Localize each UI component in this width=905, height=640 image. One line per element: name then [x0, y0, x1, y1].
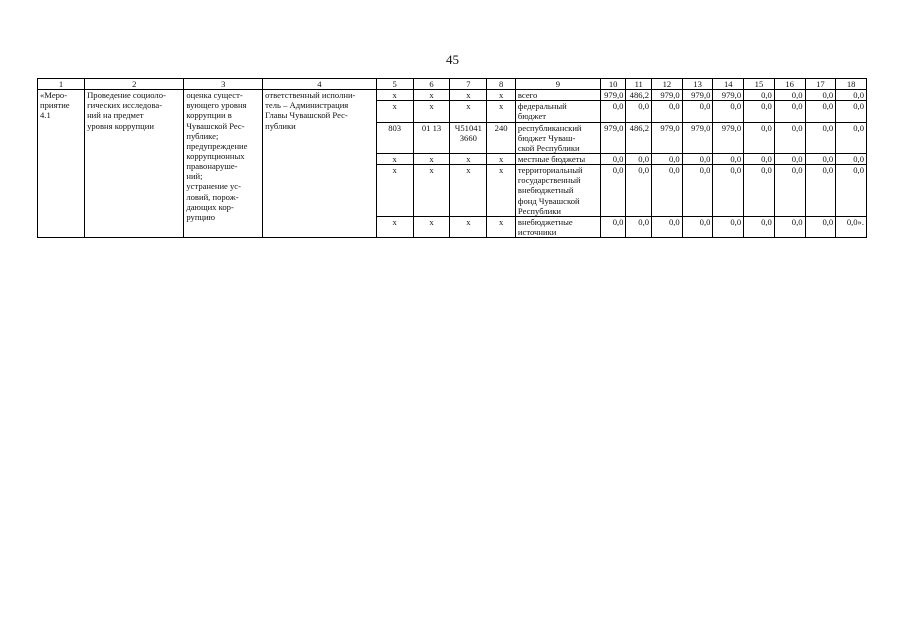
- year-value-13: 979,0: [682, 122, 713, 153]
- budget-code-section: x: [413, 90, 450, 101]
- year-value-15: 0,0: [744, 165, 775, 217]
- year-value-15: 0,0: [744, 122, 775, 153]
- year-value-18: 0,0: [836, 122, 867, 153]
- year-value-11: 0,0: [626, 153, 652, 164]
- column-number-8: 8: [487, 79, 516, 90]
- budget-code-expense-type: 240: [487, 122, 516, 153]
- column-number-12: 12: [652, 79, 683, 90]
- funding-source: республиканский бюджет Чуваш- ской Республики: [515, 122, 600, 153]
- year-value-15: 0,0: [744, 153, 775, 164]
- column-number-15: 15: [744, 79, 775, 90]
- responsible-executor: ответственный исполни- тель – Администрация Главы Чувашской Рес- публики: [263, 90, 377, 238]
- year-value-17: 0,0: [805, 122, 836, 153]
- table-row: [38, 90, 867, 101]
- budget-code-target: x: [450, 101, 487, 122]
- column-number-4: 4: [263, 79, 377, 90]
- budget-code-section: 01 13: [413, 122, 450, 153]
- year-value-11: 486,2: [626, 122, 652, 153]
- column-number-6: 6: [413, 79, 450, 90]
- budget-code-target: x: [450, 216, 487, 237]
- budget-code-section: x: [413, 153, 450, 164]
- year-value-14: 979,0: [713, 90, 744, 101]
- year-value-13: 0,0: [682, 153, 713, 164]
- budget-code-expense-type: x: [487, 90, 516, 101]
- year-value-16: 0,0: [774, 216, 805, 237]
- year-value-18: 0,0: [836, 90, 867, 101]
- year-value-18: 0,0: [836, 165, 867, 217]
- budget-code-expense-type: x: [487, 216, 516, 237]
- column-number-2: 2: [85, 79, 184, 90]
- year-value-16: 0,0: [774, 153, 805, 164]
- page-number: 45: [446, 52, 459, 67]
- year-value-16: 0,0: [774, 122, 805, 153]
- year-value-13: 0,0: [682, 101, 713, 122]
- year-value-17: 0,0: [805, 216, 836, 237]
- year-value-10: 979,0: [600, 90, 626, 101]
- year-value-14: 979,0: [713, 122, 744, 153]
- event-goal: оценка сущест- вующего уровня коррупции в Чувашской Рес- публике; предупреждение коррупционных правонаруше- ний; устранение ус- ловий, порож- дающих кор- рупцию: [184, 90, 263, 238]
- column-number-row: [38, 79, 867, 90]
- budget-code-expense-type: x: [487, 153, 516, 164]
- funding-source: федеральный бюджет: [515, 101, 600, 122]
- column-number-9: 9: [515, 79, 600, 90]
- year-value-12: 979,0: [652, 122, 683, 153]
- year-value-13: 979,0: [682, 90, 713, 101]
- year-value-18: 0,0: [836, 153, 867, 164]
- budget-code-grbs: x: [376, 101, 413, 122]
- year-value-18: 0,0: [836, 101, 867, 122]
- year-value-17: 0,0: [805, 90, 836, 101]
- column-number-11: 11: [626, 79, 652, 90]
- event-name: Проведение социоло- гических исследова- ний на предмет уровня коррупции: [85, 90, 184, 238]
- program-table: [37, 78, 867, 238]
- year-value-16: 0,0: [774, 90, 805, 101]
- budget-code-target: Ч51041 3660: [450, 122, 487, 153]
- column-number-14: 14: [713, 79, 744, 90]
- year-value-15: 0,0: [744, 90, 775, 101]
- funding-source: всего: [515, 90, 600, 101]
- year-value-17: 0,0: [805, 101, 836, 122]
- year-value-11: 0,0: [626, 165, 652, 217]
- year-value-10: 0,0: [600, 216, 626, 237]
- year-value-18: 0,0».: [836, 216, 867, 237]
- year-value-15: 0,0: [744, 216, 775, 237]
- year-value-14: 0,0: [713, 216, 744, 237]
- budget-code-target: x: [450, 153, 487, 164]
- year-value-11: 486,2: [626, 90, 652, 101]
- budget-code-expense-type: x: [487, 101, 516, 122]
- budget-code-grbs: x: [376, 165, 413, 217]
- year-value-11: 0,0: [626, 101, 652, 122]
- column-number-7: 7: [450, 79, 487, 90]
- column-number-1: 1: [38, 79, 85, 90]
- budget-code-grbs: 803: [376, 122, 413, 153]
- budget-code-target: x: [450, 90, 487, 101]
- column-number-13: 13: [682, 79, 713, 90]
- year-value-16: 0,0: [774, 101, 805, 122]
- funding-source: внебюджетные источники: [515, 216, 600, 237]
- year-value-15: 0,0: [744, 101, 775, 122]
- year-value-14: 0,0: [713, 153, 744, 164]
- column-number-17: 17: [805, 79, 836, 90]
- year-value-13: 0,0: [682, 165, 713, 217]
- year-value-12: 0,0: [652, 101, 683, 122]
- column-number-10: 10: [600, 79, 626, 90]
- year-value-11: 0,0: [626, 216, 652, 237]
- column-number-16: 16: [774, 79, 805, 90]
- column-number-18: 18: [836, 79, 867, 90]
- year-value-12: 0,0: [652, 165, 683, 217]
- year-value-14: 0,0: [713, 101, 744, 122]
- funding-source: территориальный государственный внебюджетный фонд Чувашской Республики: [515, 165, 600, 217]
- budget-code-expense-type: x: [487, 165, 516, 217]
- budget-code-grbs: x: [376, 216, 413, 237]
- year-value-17: 0,0: [805, 165, 836, 217]
- year-value-10: 0,0: [600, 165, 626, 217]
- budget-code-grbs: x: [376, 90, 413, 101]
- year-value-10: 0,0: [600, 101, 626, 122]
- year-value-16: 0,0: [774, 165, 805, 217]
- year-value-12: 0,0: [652, 153, 683, 164]
- year-value-10: 979,0: [600, 122, 626, 153]
- year-value-10: 0,0: [600, 153, 626, 164]
- year-value-12: 0,0: [652, 216, 683, 237]
- funding-source: местные бюджеты: [515, 153, 600, 164]
- event-number: «Меро- приятие 4.1: [38, 90, 85, 238]
- budget-code-section: x: [413, 101, 450, 122]
- column-number-5: 5: [376, 79, 413, 90]
- budget-code-section: x: [413, 165, 450, 217]
- year-value-17: 0,0: [805, 153, 836, 164]
- year-value-14: 0,0: [713, 165, 744, 217]
- budget-code-section: x: [413, 216, 450, 237]
- year-value-13: 0,0: [682, 216, 713, 237]
- budget-code-target: x: [450, 165, 487, 217]
- column-number-3: 3: [184, 79, 263, 90]
- budget-code-grbs: x: [376, 153, 413, 164]
- year-value-12: 979,0: [652, 90, 683, 101]
